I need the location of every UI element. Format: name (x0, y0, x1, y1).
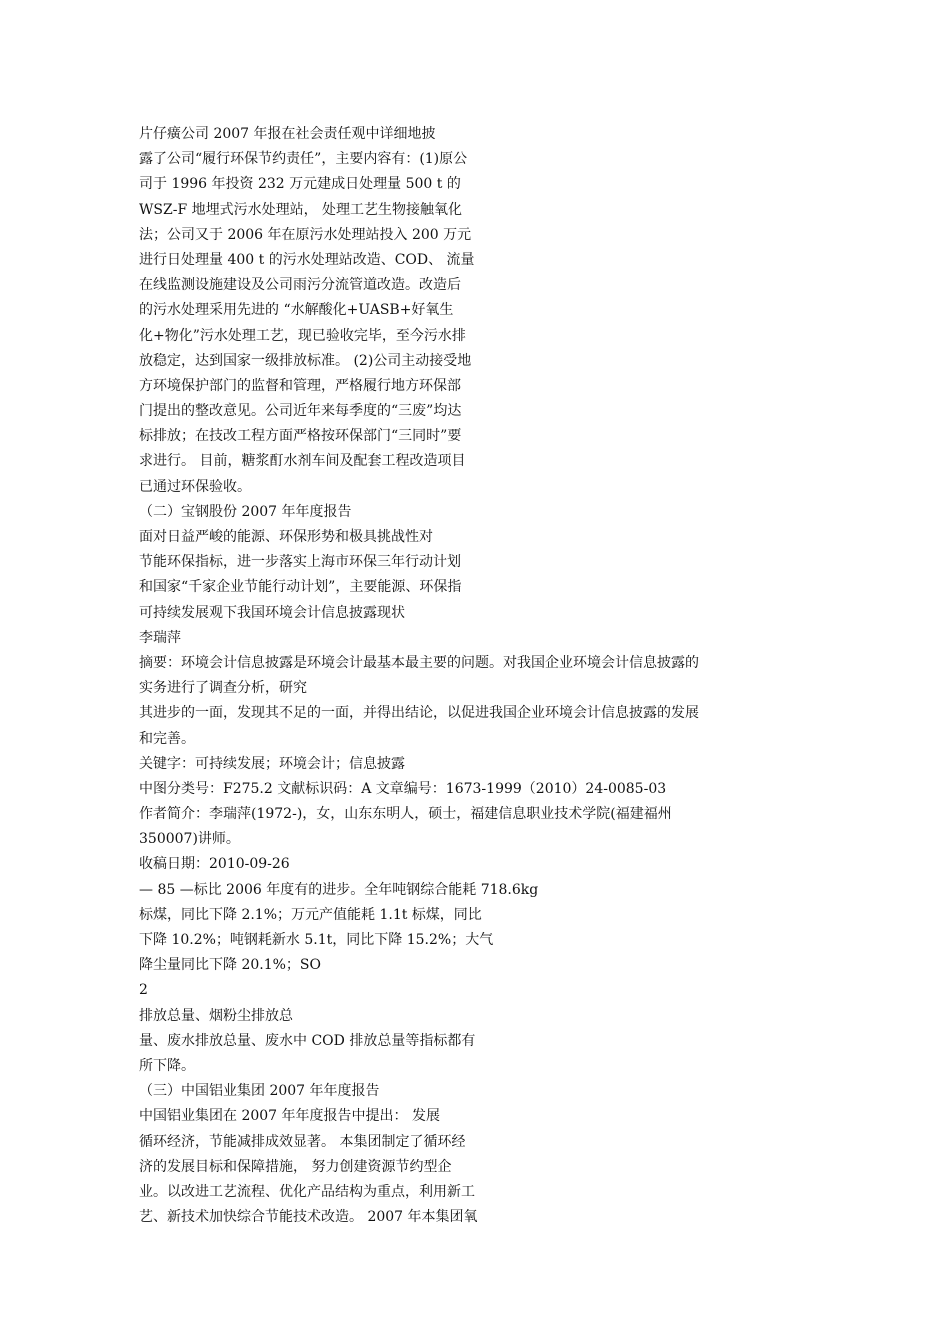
text-line-44: 艺、新技术加快综合节能技术改造。 2007 年本集团氧 (139, 1209, 478, 1226)
text-line-32: 标煤，同比下降 2.1%；万元产值能耗 1.1t 标煤，同比 (139, 906, 482, 923)
article-author: 李瑞萍 (139, 629, 181, 646)
text-line-17: 面对日益严峻的能源、环保形势和极具挑战性对 (139, 529, 433, 545)
text-line-12: 门提出的整改意见。公司近年来每季度的“三废”均达 (139, 403, 462, 420)
text-line-9: 化+物化”污水处理工艺，现已验收完毕，至今污水排 (139, 327, 466, 344)
text-line-15: 已通过环保验收。 (139, 478, 251, 495)
text-line-35: 2 (139, 982, 148, 999)
text-line-42: 济的发展目标和保障措施， 努力创建资源节约型企 (139, 1158, 452, 1175)
article-title: 可持续发展观下我国环境会计信息披露现状 (139, 604, 405, 621)
text-line-19: 和国家“千家企业节能行动计划”，主要能源、环保指 (139, 579, 462, 596)
text-line-10: 放稳定，达到国家一级排放标准。 (2)公司主动接受地 (139, 352, 472, 369)
text-line-33: 下降 10.2%；吨钢耗新水 5.1t，同比下降 15.2%；大气 (139, 932, 494, 948)
classification-line: 中图分类号：F275.2 文献标识码：A 文章编号：1673-1999（2010）24-0085-03 (139, 780, 667, 797)
text-line-40: 中国铝业集团在 2007 年年度报告中提出： 发展 (139, 1108, 440, 1125)
keywords-line: 关键字：可持续发展；环境会计；信息披露 (139, 755, 405, 772)
author-bio-line-1: 作者简介：李瑞萍(1972-)，女，山东东明人，硕士，福建信息职业技术学院(福建福州 (139, 806, 672, 823)
text-line-1: 片仔癀公司 2007 年报在社会责任观中详细地披 (139, 126, 436, 142)
text-line-5: 法；公司又于 2006 年在原污水处理站投入 200 万元 (139, 226, 472, 243)
text-line-4: WSZ-F 地埋式污水处理站， 处理工艺生物接触氧化 (139, 201, 463, 218)
text-line-3: 司于 1996 年投资 232 万元建成日处理量 500 t 的 (139, 176, 461, 193)
text-line-38: 所下降。 (139, 1057, 195, 1074)
received-date-line: 收稿日期：2010-09-26 (139, 856, 290, 873)
abstract-line-3: 其进步的一面，发现其不足的一面，并得出结论，以促进我国企业环境会计信息披露的发展 (139, 705, 699, 722)
text-line-11: 方环境保护部门的监督和管理，严格履行地方环保部 (139, 377, 461, 394)
section-heading-baosteel: （二）宝钢股份 2007 年年度报告 (139, 503, 352, 520)
text-line-41: 循环经济，节能减排成效显著。 本集团制定了循环经 (139, 1133, 466, 1150)
text-line-2: 露了公司“履行环保节约责任”，主要内容有：(1)原公 (139, 151, 468, 168)
text-line-8: 的污水处理采用先进的 “水解酸化+UASB+好氧生 (139, 302, 454, 319)
abstract-line-1: 摘要：环境会计信息披露是环境会计最基本最主要的问题。对我国企业环境会计信息披露的 (139, 654, 699, 671)
text-line-7: 在线监测设施建设及公司雨污分流管道改造。改造后 (139, 277, 461, 294)
abstract-line-4: 和完善。 (139, 730, 195, 747)
text-line-34: 降尘量同比下降 20.1%；SO (139, 957, 321, 974)
text-line-36: 排放总量、烟粉尘排放总 (139, 1007, 293, 1024)
text-line-13: 标排放；在技改工程方面严格按环保部门“三同时”要 (139, 428, 462, 445)
author-bio-line-2: 350007)讲师。 (139, 831, 240, 848)
text-line-43: 业。以改进工艺流程、优化产品结构为重点，利用新工 (139, 1183, 475, 1200)
section-heading-chalco: （三）中国铝业集团 2007 年年度报告 (139, 1083, 380, 1100)
document-body (139, 122, 819, 1230)
text-line-6: 进行日处理量 400 t 的污水处理站改造、COD、 流量 (139, 251, 475, 268)
text-line-37: 量、废水排放总量、废水中 COD 排放总量等指标都有 (139, 1032, 476, 1049)
text-line-31: — 85 —标比 2006 年度有的进步。全年吨钢综合能耗 718.6kg (139, 881, 539, 898)
abstract-line-2: 实务进行了调查分析，研究 (139, 680, 307, 697)
text-line-14: 求进行。 目前，糖浆酊水剂车间及配套工程改造项目 (139, 453, 466, 470)
text-line-18: 节能环保指标，进一步落实上海市环保三年行动计划 (139, 554, 461, 571)
